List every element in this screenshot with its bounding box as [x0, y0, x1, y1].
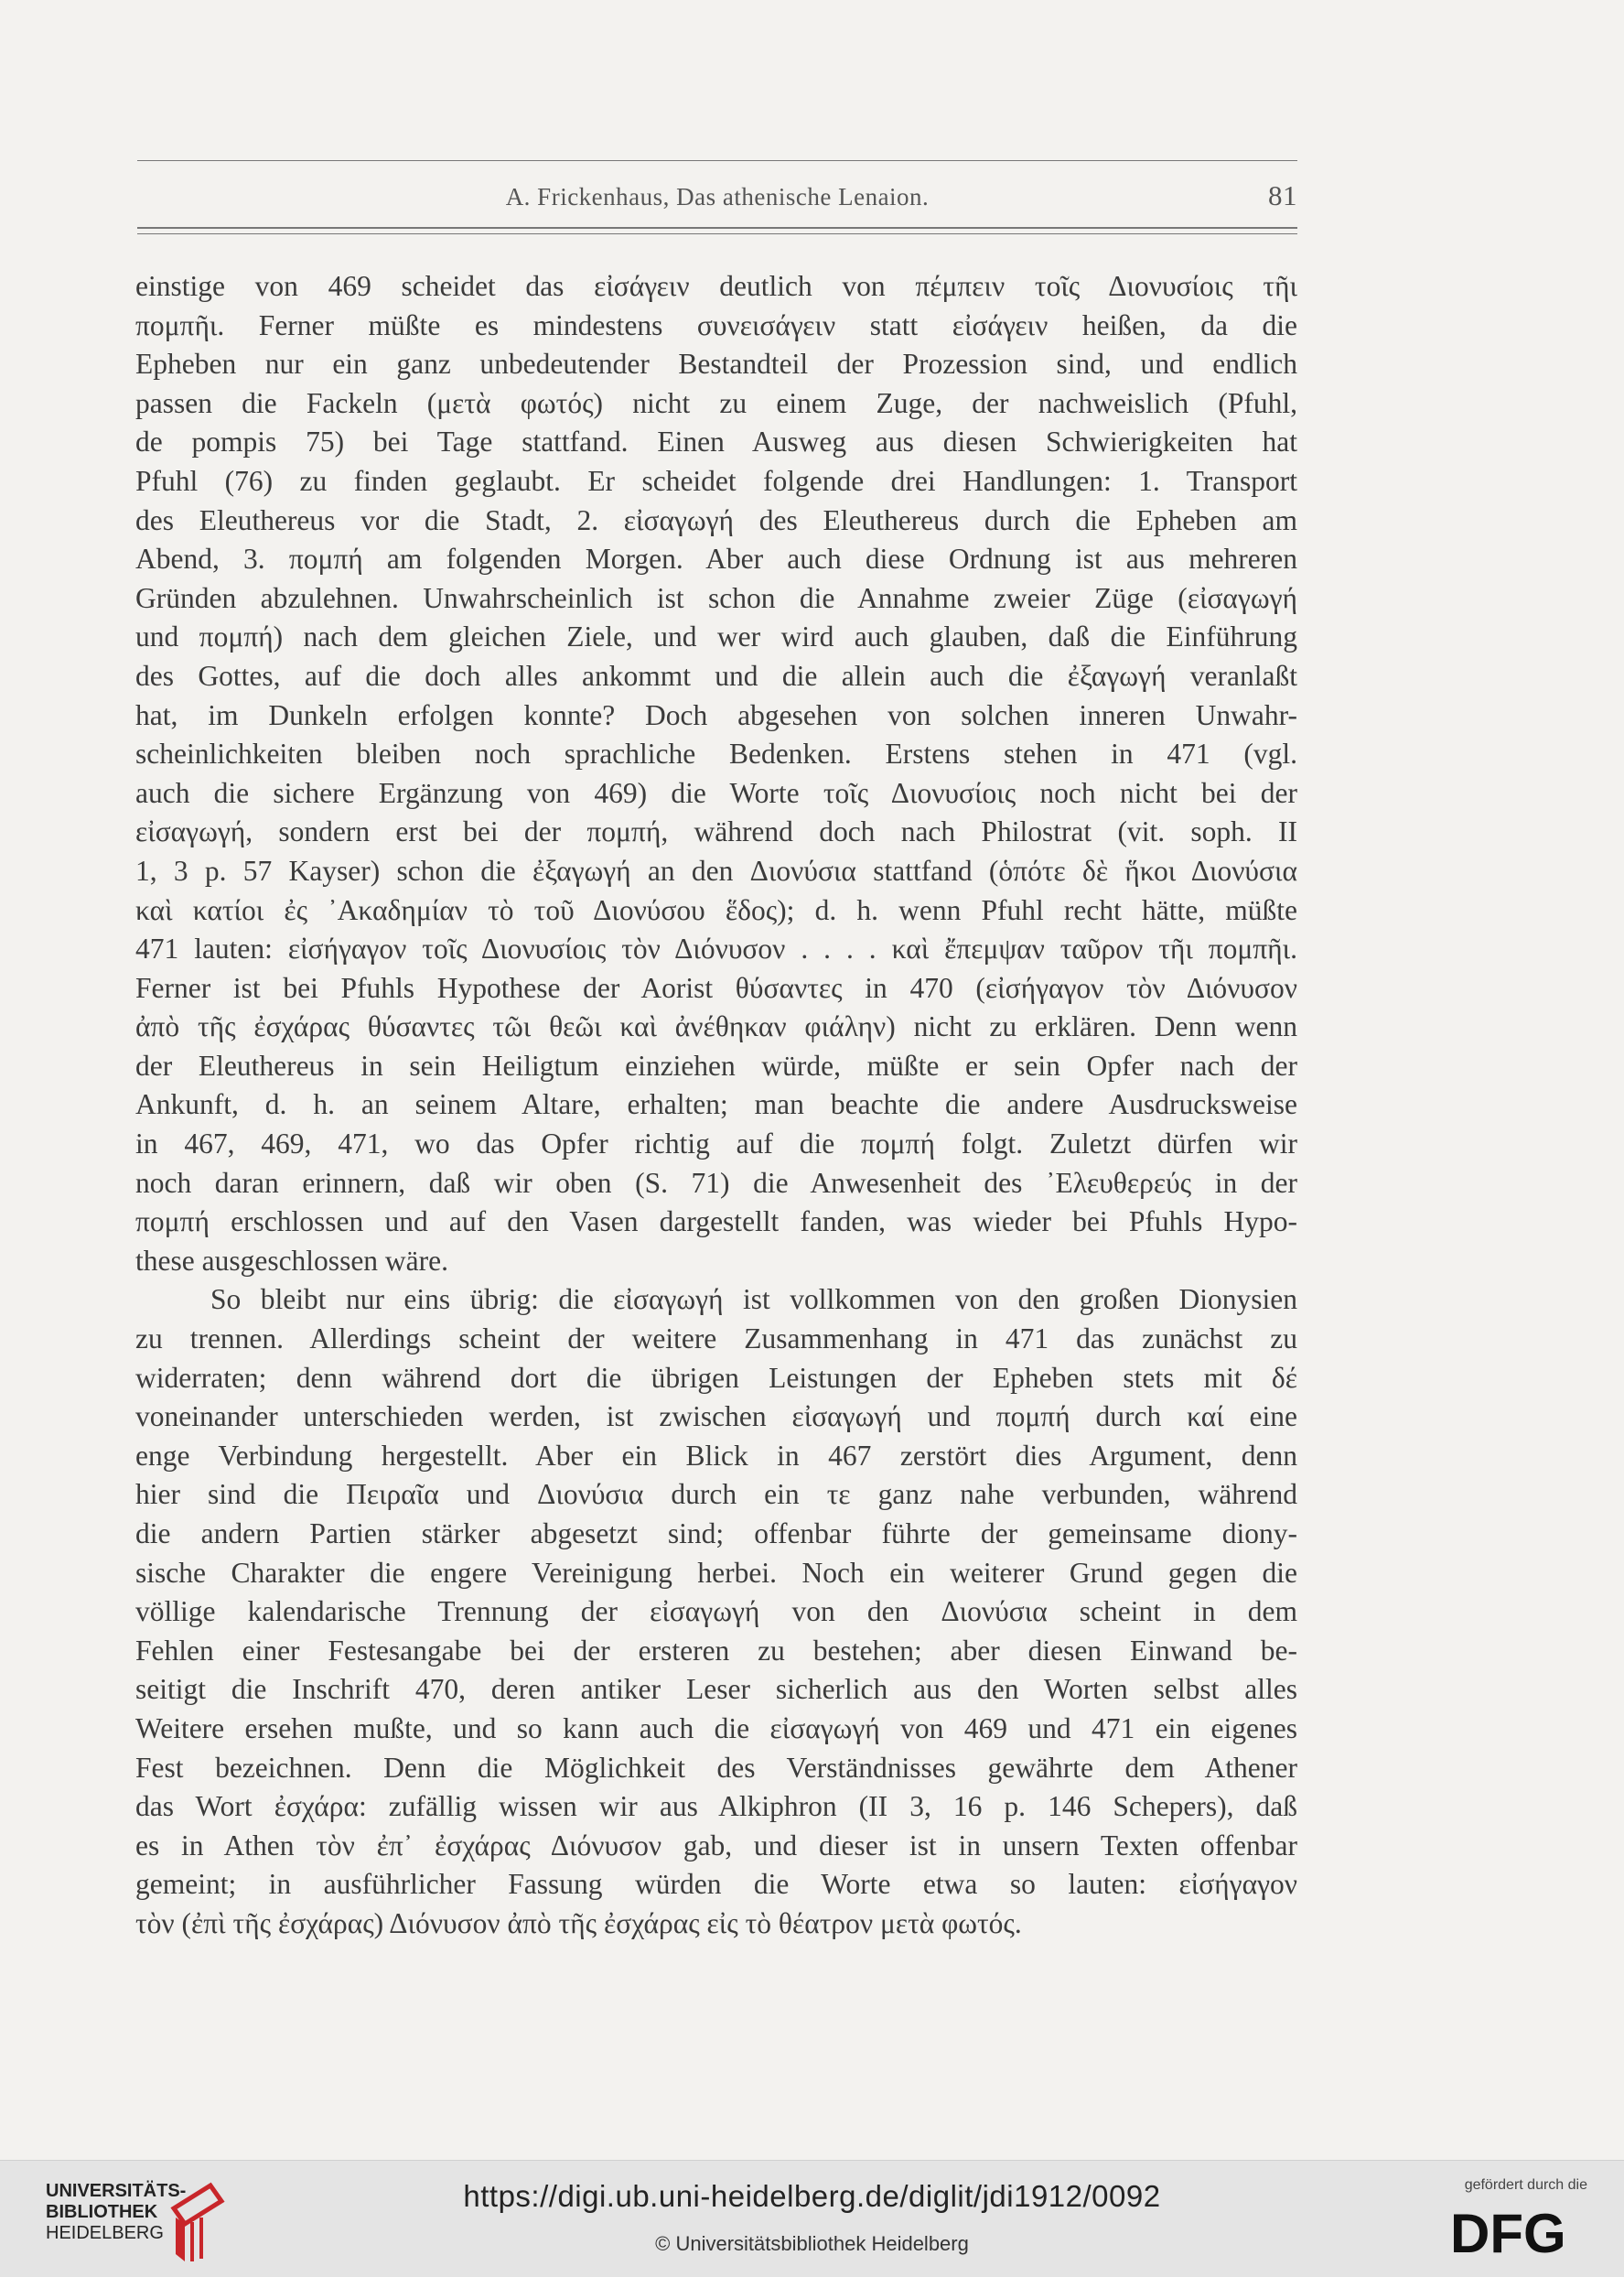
text-line: εἰσαγωγή, sondern erst bei der πομπή, während doch nach Philostrat (vit. soph. II [135, 815, 1297, 848]
text-line: πομπή erschlossen und auf den Vasen dargestellt fanden, was wieder bei Pfuhls Hypo- [135, 1205, 1297, 1238]
text-line: Weitere ersehen mußte, und so kann auch die εἰσαγωγή von 469 und 471 ein eigenes [135, 1711, 1297, 1744]
body-text [135, 267, 1297, 1944]
dfg-logo-text: DFG [1450, 2205, 1566, 2258]
text-line: Fest bezeichnen. Denn die Möglichkeit des Verständnisses gewährte dem Athener [135, 1751, 1297, 1784]
text-line: Epheben nur ein ganz unbedeutender Bestandteil der Prozession sind, und endlich [135, 348, 1297, 381]
text-line: hat, im Dunkeln erfolgen konnte? Doch abgesehen von solchen inneren Unwahr- [135, 698, 1297, 731]
text-line: πομπῆι. Ferner müßte es mindestens συνεισάγειν statt εἰσάγειν heißen, da die [135, 308, 1297, 341]
running-title: A. Frickenhaus, Das athenische Lenaion. [505, 183, 930, 210]
text-line: enge Verbindung hergestellt. Aber ein Blick in 467 zerstört dies Argument, denn [135, 1439, 1297, 1472]
text-line: zu trennen. Allerdings scheint der weitere Zusammenhang in 471 das zunächst zu [135, 1322, 1297, 1355]
text-line: einstige von 469 scheidet das εἰσάγειν deutlich von πέμπειν τοῖς Διονυσίοις τῆι [135, 270, 1297, 302]
text-line: passen die Fackeln (μετὰ φωτός) nicht zu einem Zuge, der nachweislich (Pfuhl, [135, 386, 1297, 419]
library-name-line3: HEIDELBERG [46, 2223, 164, 2243]
text-line: de pompis 75) bei Tage stattfand. Einen Ausweg aus diesen Schwierigkeiten hat [135, 426, 1297, 459]
text-line: Ankunft, d. h. an seinem Altare, erhalten; man beachte die andere Ausdrucksweise [135, 1088, 1297, 1121]
text-line: völlige kalendarische Trennung der εἰσαγωγή von den Διονύσια scheint in dem [135, 1595, 1297, 1628]
text-line: hier sind die Πειραῖα und Διονύσια durch ein τε ganz nahe verbunden, während [135, 1478, 1297, 1511]
funding-caption: gefördert durch die [1464, 2177, 1587, 2193]
text-line: in 467, 469, 471, wo das Opfer richtig auf die πομπή folgt. Zuletzt dürfen wir [135, 1128, 1297, 1160]
dfg-logo-icon [1450, 2205, 1587, 2258]
text-line: der Eleuthereus in sein Heiligtum einziehen würde, müßte er sein Opfer nach der [135, 1049, 1297, 1082]
permalink-url[interactable]: https://digi.ub.uni-heidelberg.de/diglit/jdi1912/0092 [463, 2179, 1161, 2213]
text-line: auch die sichere Ergänzung von 469) die Worte τοῖς Διονυσίοις noch nicht bei der [135, 776, 1297, 809]
header-top-rule [137, 160, 1297, 161]
copyright-notice: © Universitätsbibliothek Heidelberg [655, 2232, 969, 2255]
text-line: sische Charakter die engere Vereinigung herbei. Noch ein weiterer Grund gegen die [135, 1556, 1297, 1589]
page-number: 81 [1268, 179, 1297, 211]
text-line: Gründen abzulehnen. Unwahrscheinlich ist schon die Annahme zweier Züge (εἰσαγωγή [135, 581, 1297, 614]
text-line: voneinander unterschieden werden, ist zwischen εἰσαγωγή und πομπή durch καί eine [135, 1400, 1297, 1433]
text-line: die andern Partien stärker abgesetzt sind; offenbar führte der gemeinsame diony- [135, 1517, 1297, 1549]
text-line: noch daran erinnern, daß wir oben (S. 71) die Anwesenheit des ᾿Ελευθερεύς in der [135, 1166, 1297, 1199]
text-line: 471 lauten: εἰσήγαγον τοῖς Διονυσίοις τὸν Διόνυσον . . . . καὶ ἔπεμψαν ταῦρον τῆι πομπῆι. [135, 933, 1297, 966]
text-line: des Gottes, auf die doch alles ankommt und die allein auch die ἐξαγωγή veranlaßt [135, 659, 1297, 692]
text-line: und πομπή) nach dem gleichen Ziele, und wer wird auch glauben, daß die Einführung [135, 621, 1297, 653]
header-double-rule-upper [137, 227, 1297, 229]
text-line: des Eleuthereus vor die Stadt, 2. εἰσαγωγή des Eleuthereus durch die Epheben am [135, 503, 1297, 536]
text-line: gemeint; in ausführlicher Fassung würden die Worte etwa so lauten: εἰσήγαγον [135, 1868, 1297, 1901]
viewer-footer [0, 2160, 1624, 2277]
text-line: widerraten; denn während dort die übrigen Leistungen der Epheben stets mit δέ [135, 1361, 1297, 1394]
text-line: καὶ κατίοι ἐς ᾿Ακαδημίαν τὸ τοῦ Διονύσου ἕδος); d. h. wenn Pfuhl recht hätte, müßte [135, 893, 1297, 926]
text-line: τὸν (ἐπὶ τῆς ἐσχάρας) Διόνυσον ἀπὸ τῆς ἐσχάρας εἰς τὸ θέατρον μετὰ φωτός. [135, 1906, 1022, 1939]
library-name-line2: BIBLIOTHEK [46, 2202, 158, 2222]
text-line: Pfuhl (76) zu finden geglaubt. Er scheidet folgende drei Handlungen: 1. Transport [135, 464, 1297, 497]
text-line: es in Athen τὸν ἐπ᾿ ἐσχάρας Διόνυσον gab, und dieser ist in unsern Texten offenbar [135, 1829, 1297, 1862]
text-line: ἀπὸ τῆς ἐσχάρας θύσαντες τῶι θεῶι καὶ ἀνέθηκαν φιάλην) nicht zu erklären. Denn wenn [135, 1010, 1297, 1043]
text-line: das Wort ἐσχάρα: zufällig wissen wir aus Alkiphron (II 3, 16 p. 146 Schepers), daß [135, 1790, 1297, 1823]
header-double-rule-lower [137, 233, 1297, 234]
text-line: these ausgeschlossen wäre. [135, 1244, 449, 1277]
text-line: So bleibt nur eins übrig: die εἰσαγωγή ist vollkommen von den großen Dionysien [210, 1283, 1297, 1316]
text-line: seitigt die Inschrift 470, deren antiker Leser sicherlich aus den Worten selbst alles [135, 1673, 1297, 1706]
dfg-funding-block[interactable] [1423, 2177, 1587, 2269]
text-line: 1, 3 p. 57 Kayser) schon die ἐξαγωγή an den Διονύσια stattfand (ὁπότε δὲ ἥκοι Διονύσια [135, 854, 1297, 887]
text-line: Abend, 3. πομπή am folgenden Morgen. Aber auch diese Ordnung ist aus mehreren [135, 543, 1297, 576]
text-line: Ferner ist bei Pfuhls Hypothese der Aorist θύσαντες in 470 (εἰσήγαγον τὸν Διόνυσον [135, 971, 1297, 1004]
text-line: Fehlen einer Festesangabe bei der ersteren zu bestehen; aber diesen Einwand be- [135, 1634, 1297, 1667]
running-head [137, 179, 1297, 216]
library-name-line1: UNIVERSITÄTS- [46, 2181, 187, 2201]
text-line: scheinlichkeiten bleiben noch sprachliche Bedenken. Erstens stehen in 471 (vgl. [135, 738, 1297, 771]
